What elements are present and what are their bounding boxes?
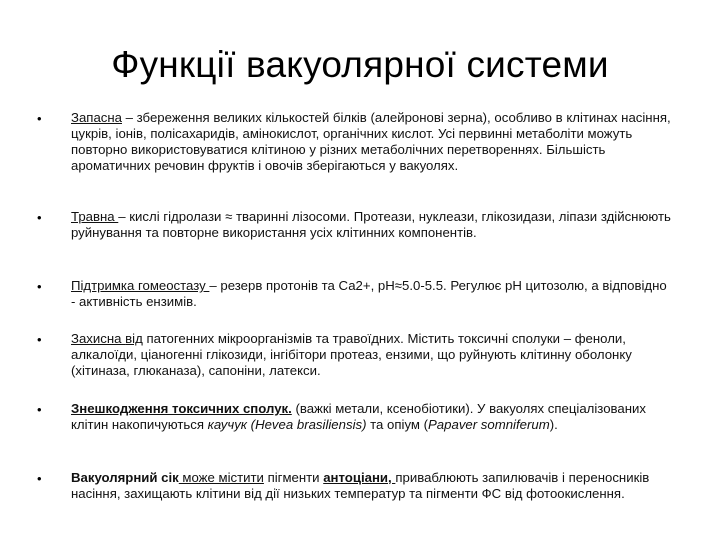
- item-underlined-word: від: [125, 331, 143, 346]
- bullet-icon: •: [37, 279, 42, 294]
- item-part-b: пігменти: [263, 470, 324, 485]
- item-term: Захисна: [71, 331, 126, 346]
- item-term-2: антоціани,: [323, 470, 396, 485]
- item-term: Знешкодження токсичних сполук.: [71, 401, 292, 416]
- item-text: [71, 401, 671, 433]
- item-text: [71, 110, 671, 174]
- item-italic-a: каучук (Hevea brasiliensis): [207, 417, 367, 432]
- item-term: Травна: [71, 209, 119, 224]
- bullet-icon: •: [37, 111, 42, 126]
- item-part-c: приваблюють запилювачів і переносників насіння, захищають клітини від дії низьких температур та пігменти ФС від фотоокислення.: [71, 470, 650, 501]
- item-description: патогенних мікроорганізмів та травоїдних. Містить токсичні сполуки – феноли, алкалоїди, ціаногенні глікозиди, інгібітори протеаз, ензими, що руйнують клітинну оболонку (хітиназа, глюканаза), сапоніни, латекси.: [71, 331, 632, 378]
- bullet-icon: •: [37, 471, 42, 486]
- item-text: [71, 470, 671, 502]
- item-description: – збереження великих кількостей білків (алейронові зерна), особливо в клітинах насіння, цукрів, іонів, полісахаридів, амінокислот, органічних кислот. Усі первинні метаболіти можуть повторно використовуватися клітиною у різних метаболічних перетвореннях. Більшість ароматичних речовин фруктів і овочів зберігаються у вакуолях.: [71, 110, 671, 173]
- slide-title: Функції вакуолярної системи: [111, 44, 609, 85]
- item-term: Вакуолярний сік: [71, 470, 179, 485]
- bullet-icon: •: [37, 332, 42, 347]
- item-part-a: може містити: [178, 470, 264, 485]
- bullet-icon: •: [37, 210, 42, 225]
- item-text: [71, 331, 671, 379]
- item-term: Запасна: [71, 110, 122, 125]
- item-description-c: ).: [549, 417, 558, 432]
- bullet-icon: •: [37, 402, 42, 417]
- item-term: Підтримка гомеостазу: [71, 278, 210, 293]
- item-italic-b: Papaver somniferum: [428, 417, 550, 432]
- item-text: [71, 278, 671, 310]
- item-description: – кислі гідролази ≈ тваринні лізосоми. Протеази, нуклеази, глікозидази, ліпази здійснюють руйнування та повторне використання усіх клітинних компонентів.: [71, 209, 671, 240]
- item-description-a: (важкі метали, ксенобіотики). У вакуолях спеціалізованих клітин накопичуються: [71, 401, 646, 432]
- item-text: [71, 209, 671, 241]
- item-description: – резерв протонів та Са2+, рН≈5.0-5.5. Регулює рН цитозолю, а відповідно - активність ензимів.: [71, 278, 667, 309]
- item-description-b: та опіум (: [366, 417, 429, 432]
